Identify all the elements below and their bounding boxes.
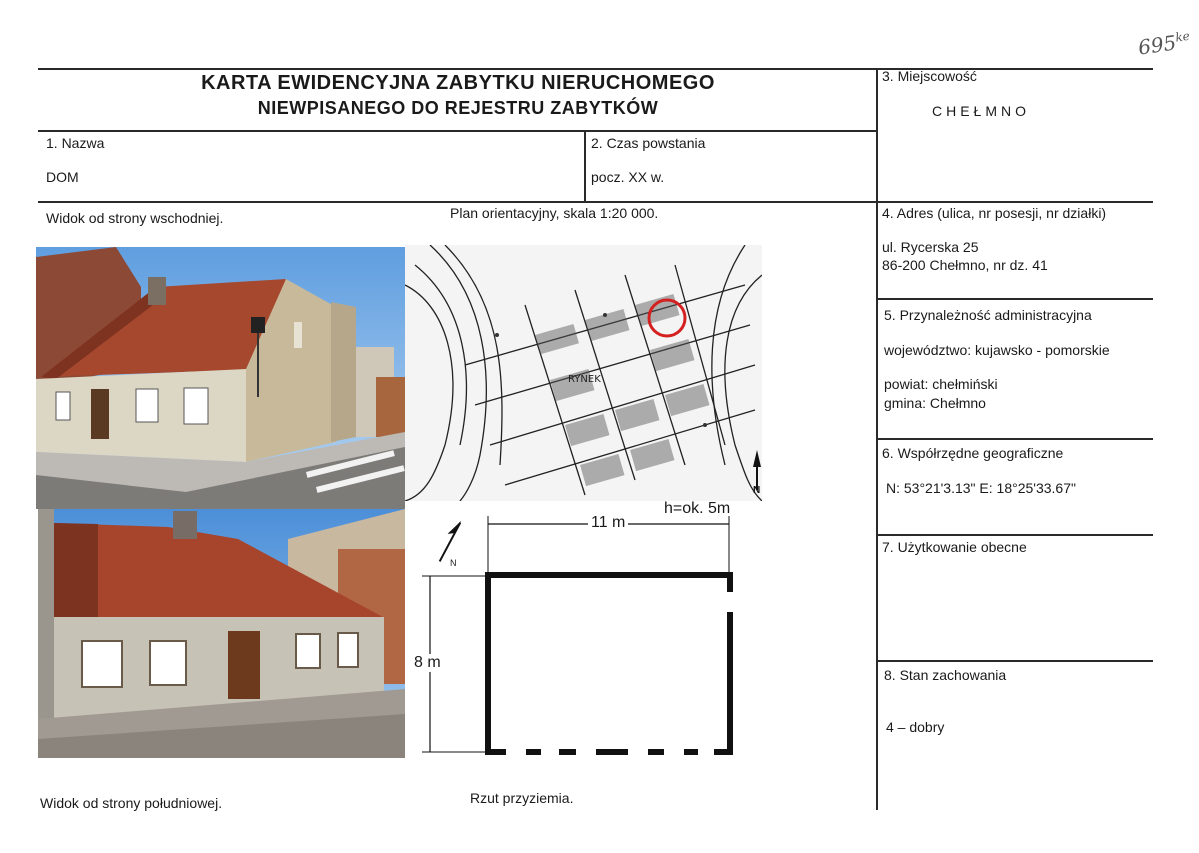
plan-north-label: N (450, 558, 457, 568)
address-label: 4. Adres (ulica, nr posesji, nr działki) (882, 205, 1107, 221)
map-rynek-label: RYNEK (568, 374, 601, 385)
usage-label: 7. Użytkowanie obecne (882, 539, 1027, 555)
commune-line (884, 395, 986, 411)
plan-height-label: h=ok. 5m (664, 500, 731, 517)
commune-prefix: gmina: (884, 395, 927, 411)
plan-depth-label: 8 m (414, 654, 441, 671)
locality-value: CHEŁMNO (932, 103, 1031, 119)
coords-value: N: 53°21'3.13" E: 18°25'33.67" (886, 480, 1076, 496)
date-value: pocz. XX w. (591, 169, 665, 185)
top-border (38, 68, 1153, 70)
name-date-divider (584, 130, 586, 202)
admin-bottom-line (878, 438, 1153, 440)
coords-bottom-line (878, 534, 1153, 536)
floorplan-caption: Rzut przyziemia. (470, 790, 574, 806)
south-view-illustration (38, 509, 405, 758)
address-bottom-line (878, 298, 1153, 300)
south-view-caption: Widok od strony południowej. (40, 795, 223, 811)
admin-label: 5. Przynależność administracyjna (884, 307, 1092, 323)
coords-label: 6. Współrzędne geograficzne (882, 445, 1064, 461)
east-view-illustration (36, 247, 405, 509)
page-subtitle: NIEWPISANEGO DO REJESTRU ZABYTKÓW (257, 98, 659, 118)
handwritten-number (1137, 28, 1192, 59)
commune-value: Chełmno (926, 395, 986, 411)
page-title: KARTA EWIDENCYJNA ZABYTKU NIERUCHOMEGO (201, 72, 715, 94)
east-view-caption: Widok od strony wschodniej. (46, 210, 224, 226)
floor-plan-drawing (406, 502, 762, 758)
condition-value: 4 – dobry (886, 719, 945, 735)
south-view-photo (38, 509, 405, 758)
title-bottom-line (38, 130, 878, 132)
voivodeship-line (884, 342, 1110, 358)
handwritten-sup: ke (1174, 28, 1191, 45)
name-label: 1. Nazwa (46, 135, 105, 151)
east-view-photo (36, 247, 405, 509)
usage-bottom-line (878, 660, 1153, 662)
voivodeship-value: kujawsko - pomorskie (971, 342, 1110, 358)
map-north-label: N (753, 485, 761, 496)
condition-label: 8. Stan zachowania (884, 667, 1007, 683)
fields-bottom-line (38, 201, 1153, 203)
plan-width-label: 11 m (588, 514, 628, 532)
orientation-map-drawing (405, 245, 762, 501)
address-line1: ul. Rycerska 25 (882, 239, 979, 255)
orientation-map (405, 245, 762, 501)
date-label: 2. Czas powstania (591, 135, 706, 151)
voivodeship-prefix: województwo: (884, 342, 972, 358)
handwritten-number-text: 695 (1136, 30, 1178, 60)
floor-plan (406, 502, 762, 758)
locality-label: 3. Miejscowość (882, 68, 977, 84)
name-value: DOM (46, 169, 79, 185)
plan-caption: Plan orientacyjny, skala 1:20 000. (450, 205, 659, 221)
county-line: powiat: chełmiński (884, 376, 998, 392)
address-line2: 86-200 Chełmno, nr dz. 41 (882, 257, 1048, 273)
